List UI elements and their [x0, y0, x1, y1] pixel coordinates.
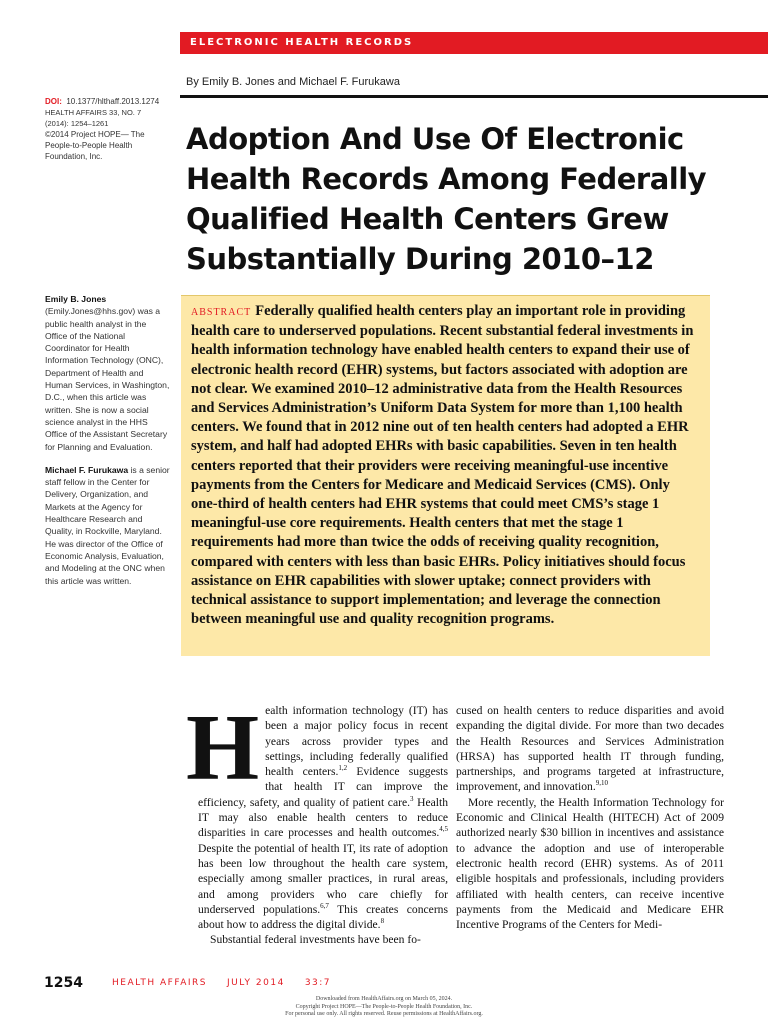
doi-link[interactable]: 10.1377/hlthaff.2013.1274	[66, 97, 160, 106]
citation: 3	[410, 794, 414, 803]
permissions-note: For personal use only. All rights reserved. Reuse permissions at HealthAffairs.org.	[285, 1011, 483, 1017]
body-text: Evidence suggests that health IT can improve the efficiency, safety, and quality of patient care.	[198, 765, 448, 809]
body-column-2	[456, 703, 724, 932]
title-rule	[180, 95, 768, 98]
body-text: cused on health centers to reduce disparities and avoid expanding the digital divide. For more than two decades the Health Resources and Services Administration (HRSA) has supported health IT through funding, partnerships, and programs targeted at infrastructure, improvement, and innovation.	[456, 704, 724, 794]
body-text: Health IT may also enable health centers to reduce disparities in care processes and health outcomes.	[198, 795, 448, 840]
doi-label: DOI:	[45, 97, 62, 106]
copyright: ©2014 Project HOPE— The People-to-People Health Foundation, Inc.	[45, 130, 145, 161]
author-bio	[45, 293, 170, 453]
author-name: Michael F. Furukawa	[45, 464, 129, 475]
body-column-1	[186, 696, 448, 948]
section-banner	[180, 32, 768, 54]
download-note: Downloaded from HealthAffairs.org on March 05, 2024.	[315, 996, 453, 1002]
author-bio-text: is a senior staff fellow in the Center for Delivery, Organization, and Markets at the Agency for Healthcare Research and Quality, in Rockville, Maryland. He was director of the Office of Economic Analysis, Evaluation, and Modeling at the ONC when this article was written.	[45, 464, 170, 586]
page-number: 1254	[44, 975, 83, 991]
running-footer	[112, 978, 331, 988]
body-text: ealth information technology (IT) has been a major policy focus in recent years across provider types and settings, including federally qualified health centers.	[265, 704, 448, 779]
download-notice	[0, 996, 768, 1019]
section-label: ELECTRONIC HEALTH RECORDS	[190, 37, 414, 48]
journal-info: HEALTH AFFAIRS 33, NO. 7 (2014): 1254–1261	[45, 108, 142, 128]
abstract-box	[181, 295, 710, 656]
citation: 1,2	[338, 764, 348, 773]
author-bio-text: (Emily.Jones@hhs.gov) was a public health analyst in the Office of the National Coordinator for Health Information Technology (ONC), Department of Health and Human Services, in Washington, D.C., when this article was written. She is now a social science analyst in the HHS Office of the Assistant Secretary for Planning and Evaluation.	[45, 306, 170, 452]
citation: 4,5	[439, 825, 448, 834]
body-text: Despite the potential of health IT, its rate of adoption has been low throughout the health care system, especially among smaller practices, in rural areas, and among providers who care chiefly for underserved populations.	[198, 841, 448, 916]
citation: 9,10	[595, 779, 608, 788]
article-meta	[45, 96, 163, 162]
issue-date: JULY 2014	[226, 978, 285, 988]
abstract-text: Federally qualified health centers play an important role in providing health care to underserved populations. Recent substantial federal investments in health information technology have enabled health centers to expand their use of electronic health record (EHR) systems, but factors associated with adoption are not clear. We examined 2010–12 administrative data from the Health Resources and Services Administration’s Uniform Data System for more than 1,100 health centers. We found that in 2012 nine out of ten health centers had adopted a EHR system, and half had adopted EHRs with basic capabilities. Seven in ten health centers reported that their providers were receiving meaningful-use incentive payments from the Centers for Medicare and Medicaid Services (CMS). Only one-third of health centers had EHR systems that could meet CMS’s stage 1 meaningful-use core requirements. Health centers that met the stage 1 requirements had more than twice the odds of receiving quality recognition, compared with centers with less than basic EHRs. Policy initiatives should focus assistance on EHR capabilities with slower uptake; connect providers with technical assistance to support implementation; and leverage the connection between meaningful use and quality recognition programs.	[191, 303, 694, 628]
body-paragraph: Substantial federal investments have been fo-	[210, 933, 421, 947]
volume: 33:7	[304, 978, 332, 988]
citation: 6,7	[320, 902, 329, 910]
author-bio	[45, 464, 170, 587]
body-paragraph: More recently, the Health Information Technology for Economic and Clinical Health (HITECH) Act of 2009 authorized nearly $30 billion in incentives and assistance to advance the adoption and use of interoperable electronic health record (EHR) systems. As of 2011 eligible hospitals and professionals, including providers affiliated with health centers, can receive incentive payments from the Medicaid and Medicare EHR Incentive Programs of the Centers for Medi-	[456, 795, 724, 932]
body-text: This creates concerns about how to address the digital divide.	[198, 902, 448, 932]
authors-line: By Emily B. Jones and Michael F. Furukawa	[186, 76, 400, 88]
body-paragraph	[456, 703, 724, 795]
article-title: Adoption And Use Of Electronic Health Records Among Federally Qualified Health Centers Grew Substantially During 2010–12	[186, 122, 707, 277]
journal-name: HEALTH AFFAIRS	[112, 978, 207, 988]
abstract-label: ABSTRACT	[191, 307, 252, 318]
citation: 8	[380, 917, 385, 926]
drop-cap: H	[186, 696, 260, 800]
body-paragraph	[186, 696, 448, 932]
author-bios	[45, 293, 170, 598]
author-name: Emily B. Jones	[45, 294, 107, 304]
copyright-note: Copyright Project HOPE—The People-to-People Health Foundation, Inc.	[295, 1003, 473, 1010]
